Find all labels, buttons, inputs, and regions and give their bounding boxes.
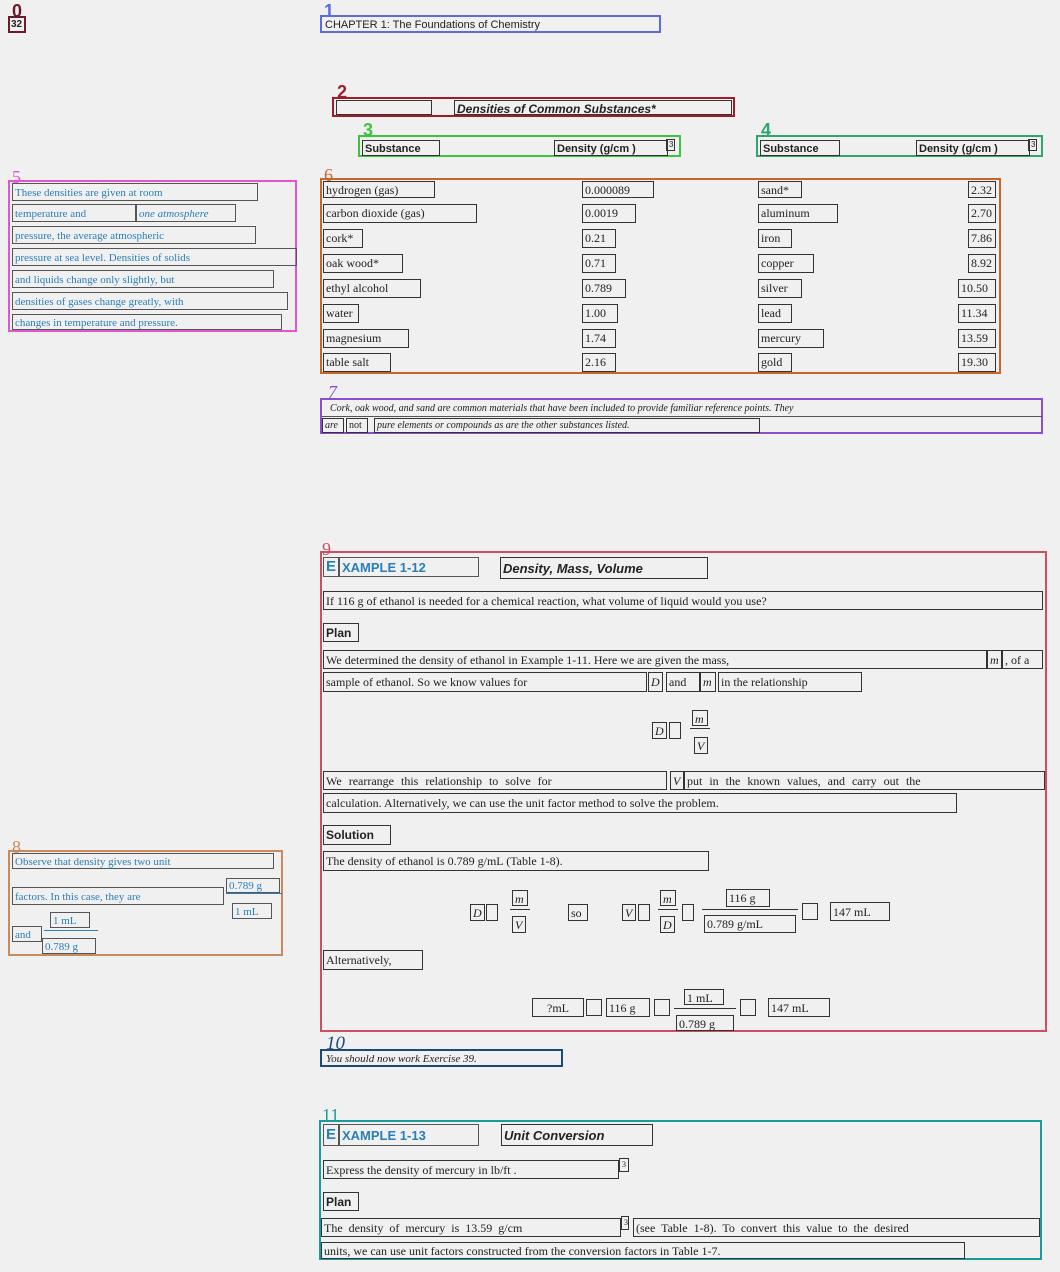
chapter-header: CHAPTER 1: The Foundations of Chemistry <box>325 19 540 31</box>
solution-m-1: m <box>512 890 528 906</box>
left-density-cell: 2.16 <box>582 353 616 372</box>
right-substance-cell: mercury <box>758 329 824 348</box>
fraction-1-denominator: 1 mL <box>232 903 272 919</box>
example-12-plan-line-1: We determined the density of ethanol in Example 1-11. Here we are given the mass, <box>323 650 987 669</box>
left-substance-cell: water <box>323 304 359 323</box>
margin-note-1-line: one atmosphere <box>136 204 236 222</box>
right-density-header: Density (g/cm ) <box>916 140 1030 156</box>
example-13-plan-label: Plan <box>323 1192 359 1211</box>
region-tag-4: 4 <box>761 120 772 140</box>
solution-116g: 116 g <box>726 889 770 907</box>
example-12-rearrange: We rearrange this relationship to solve for <box>323 771 667 790</box>
right-substance-header: Substance <box>760 140 840 156</box>
solution-bar-3 <box>702 909 798 910</box>
left-density-cell: 0.21 <box>582 229 616 248</box>
margin-note-1 <box>8 180 297 332</box>
formula-bar <box>690 728 710 729</box>
fraction-2-numerator: 1 mL <box>50 912 90 928</box>
left-substance-cell: magnesium <box>323 329 409 348</box>
example-12-alternatively: Alternatively, <box>323 950 423 970</box>
solution-bar-2 <box>658 909 678 910</box>
example-12-rearrange-tail: put in the known values, and carry out the <box>684 771 1045 790</box>
left-substance-cell: cork* <box>323 229 363 248</box>
margin-note-1-line: densities of gases change greatly, with <box>12 292 288 310</box>
margin-note-2 <box>8 850 283 956</box>
page-number-box <box>8 16 26 33</box>
region-tag-9: 9 <box>322 539 331 559</box>
solution-v-1: V <box>512 916 526 933</box>
margin-note-1-line: These densities are given at room <box>12 183 258 201</box>
left-density-cell: 0.71 <box>582 254 616 273</box>
right-density-cell: 19.30 <box>958 353 996 372</box>
alt-equals-1 <box>586 999 602 1016</box>
margin-note-1-line: temperature and <box>12 204 136 222</box>
region-tag-0: 0 <box>12 1 23 21</box>
solution-d: D <box>470 904 485 921</box>
example-12-plan-line-2: sample of ethanol. So we know values for <box>323 672 647 692</box>
example-13-plan-line-2: units, we can use unit factors constructed from the conversion factors in Table 1-7. <box>321 1242 965 1259</box>
left-substance-cell: table salt <box>323 353 391 372</box>
alt-times <box>654 999 670 1016</box>
left-density-sup: 3 <box>666 139 675 151</box>
example-12-var-m: m <box>700 672 716 692</box>
table-title-box <box>332 97 735 117</box>
alt-116g: 116 g <box>606 998 650 1017</box>
example-13-plan-line-1-tail: (see Table 1-8). To convert this value to the desired <box>633 1218 1040 1237</box>
footnote-line-2: pure elements or compounds as are the other substances listed. <box>374 418 760 433</box>
example-13-plan-line-1: The density of mercury is 13.59 g/cm <box>321 1218 621 1237</box>
region-tag-1: 1 <box>324 1 335 21</box>
chapter-header-box <box>320 15 661 33</box>
alt-1ml: 1 mL <box>684 989 724 1005</box>
right-substance-cell: copper <box>758 254 814 273</box>
alt-0789g: 0.789 g <box>676 1015 734 1031</box>
density-table-body <box>320 178 1001 374</box>
example-12-calc-line: calculation. Alternatively, we can use the unit factor method to solve the problem. <box>323 793 957 813</box>
fraction-1-numerator: 0.789 g <box>226 878 280 893</box>
formula-equals <box>669 722 681 739</box>
example-12-label: XAMPLE 1-12 <box>339 557 479 577</box>
example-12-in-relation: in the relationship <box>718 672 862 692</box>
left-substance-cell: carbon dioxide (gas) <box>323 204 477 223</box>
solution-v-2: V <box>622 904 636 921</box>
right-substance-cell: sand* <box>758 181 802 198</box>
exercise-note <box>320 1049 563 1067</box>
table-footnote <box>320 398 1043 434</box>
margin-note-1-line: pressure, the average atmospheric <box>12 226 256 244</box>
right-density-cell: 11.34 <box>958 304 996 323</box>
left-density-cell: 1.74 <box>582 329 616 348</box>
example-12-plan-of-a: , of a <box>1002 650 1043 669</box>
table-label-cell <box>336 100 432 115</box>
fraction-2-denominator: 0.789 g <box>42 938 96 954</box>
right-density-cell: 10.50 <box>958 279 996 298</box>
margin-note-2-line-1: Observe that density gives two unit <box>12 853 274 869</box>
solution-result: 147 mL <box>830 902 890 921</box>
example-13-plan-sup: 3 <box>621 1216 629 1230</box>
left-substance-cell: ethyl alcohol <box>323 279 421 298</box>
solution-bar-1 <box>510 909 530 910</box>
region-tag-3: 3 <box>363 120 374 140</box>
example-12-plan-m: m <box>987 650 1002 669</box>
right-density-cell: 2.32 <box>968 181 996 198</box>
example-1-13 <box>319 1120 1042 1260</box>
example-13-label: XAMPLE 1-13 <box>339 1124 479 1146</box>
solution-equals-3 <box>682 904 694 921</box>
margin-note-1-line: pressure at sea level. Densities of solids <box>12 248 297 266</box>
fraction-1-bar <box>226 893 282 894</box>
example-12-rearrange-v: V <box>670 771 684 790</box>
example-13-question-sup: 3 <box>619 1158 629 1172</box>
solution-d-2: D <box>660 916 675 933</box>
example-12-solution-line: The density of ethanol is 0.789 g/mL (Table 1-8). <box>323 851 709 871</box>
right-substance-cell: gold <box>758 353 792 372</box>
left-density-cell: 0.789 <box>582 279 626 298</box>
alt-result: 147 mL <box>768 998 830 1017</box>
right-substance-cell: aluminum <box>758 204 838 223</box>
solution-m-2: m <box>660 890 676 906</box>
formula-v: V <box>694 737 708 754</box>
region-tag-10: 10 <box>326 1033 345 1054</box>
right-col-header-box <box>756 135 1043 157</box>
right-density-cell: 2.70 <box>968 204 996 223</box>
margin-note-2-line-2: factors. In this case, they are <box>12 887 224 905</box>
region-tag-5: 5 <box>12 167 21 187</box>
alt-equals-2 <box>740 999 756 1016</box>
footnote-rule <box>322 416 1042 417</box>
footnote-are: are <box>322 418 344 433</box>
left-density-cell: 0.000089 <box>582 181 654 198</box>
margin-note-1-line: changes in temperature and pressure. <box>12 314 282 330</box>
example-12-title: Density, Mass, Volume <box>500 557 708 579</box>
example-12-plan-label: Plan <box>323 623 359 642</box>
alt-bar <box>674 1008 736 1009</box>
example-12-e: E <box>323 557 339 577</box>
example-13-question: Express the density of mercury in lb/ft . <box>323 1160 619 1179</box>
example-12-question: If 116 g of ethanol is needed for a chemical reaction, what volume of liquid would you use? <box>323 591 1043 610</box>
example-12-and: and <box>666 672 700 692</box>
right-substance-cell: lead <box>758 304 792 323</box>
left-col-header-box <box>358 135 681 157</box>
right-density-cell: 8.92 <box>968 254 996 273</box>
margin-note-2-and: and <box>12 926 42 942</box>
solution-equals-2 <box>638 904 650 921</box>
left-density-cell: 0.0019 <box>582 204 636 223</box>
left-density-header: Density (g/cm ) <box>554 140 668 156</box>
right-substance-cell: silver <box>758 279 802 298</box>
region-tag-11: 11 <box>322 1105 340 1125</box>
right-density-sup: 3 <box>1028 139 1037 151</box>
margin-note-1-line: and liquids change only slightly, but <box>12 270 274 288</box>
region-tag-7: 7 <box>328 382 337 402</box>
right-density-cell: 13.59 <box>958 329 996 348</box>
left-substance-header: Substance <box>362 140 440 156</box>
right-density-cell: 7.86 <box>968 229 996 248</box>
region-tag-2: 2 <box>337 82 348 102</box>
formula-d: D <box>652 722 667 739</box>
region-tag-6: 6 <box>324 165 333 185</box>
left-density-cell: 1.00 <box>582 304 618 323</box>
formula-m: m <box>692 710 708 726</box>
solution-equals-4 <box>802 903 818 920</box>
solution-0789: 0.789 g/mL <box>704 915 796 933</box>
alt-q-ml: ?mL <box>532 998 584 1017</box>
right-substance-cell: iron <box>758 229 792 248</box>
solution-equals-1 <box>486 904 498 921</box>
left-substance-cell: hydrogen (gas) <box>323 181 435 198</box>
solution-so: so <box>568 904 588 921</box>
footnote-not: not <box>346 418 368 433</box>
example-1-12 <box>320 551 1047 1032</box>
example-13-e: E <box>323 1124 339 1146</box>
table-title: Densities of Common Substances* <box>454 100 732 115</box>
page-number: 32 <box>11 19 23 30</box>
example-12-solution-label: Solution <box>323 825 391 845</box>
example-12-var-d: D <box>648 672 663 692</box>
region-tag-8: 8 <box>12 837 21 857</box>
fraction-2-bar <box>44 930 98 931</box>
footnote-line-1: Cork, oak wood, and sand are common materials that have been included to provide familiar reference points. They <box>330 403 794 414</box>
example-13-title: Unit Conversion <box>501 1124 653 1146</box>
exercise-note-text: You should now work Exercise 39. <box>326 1053 477 1065</box>
left-substance-cell: oak wood* <box>323 254 403 273</box>
